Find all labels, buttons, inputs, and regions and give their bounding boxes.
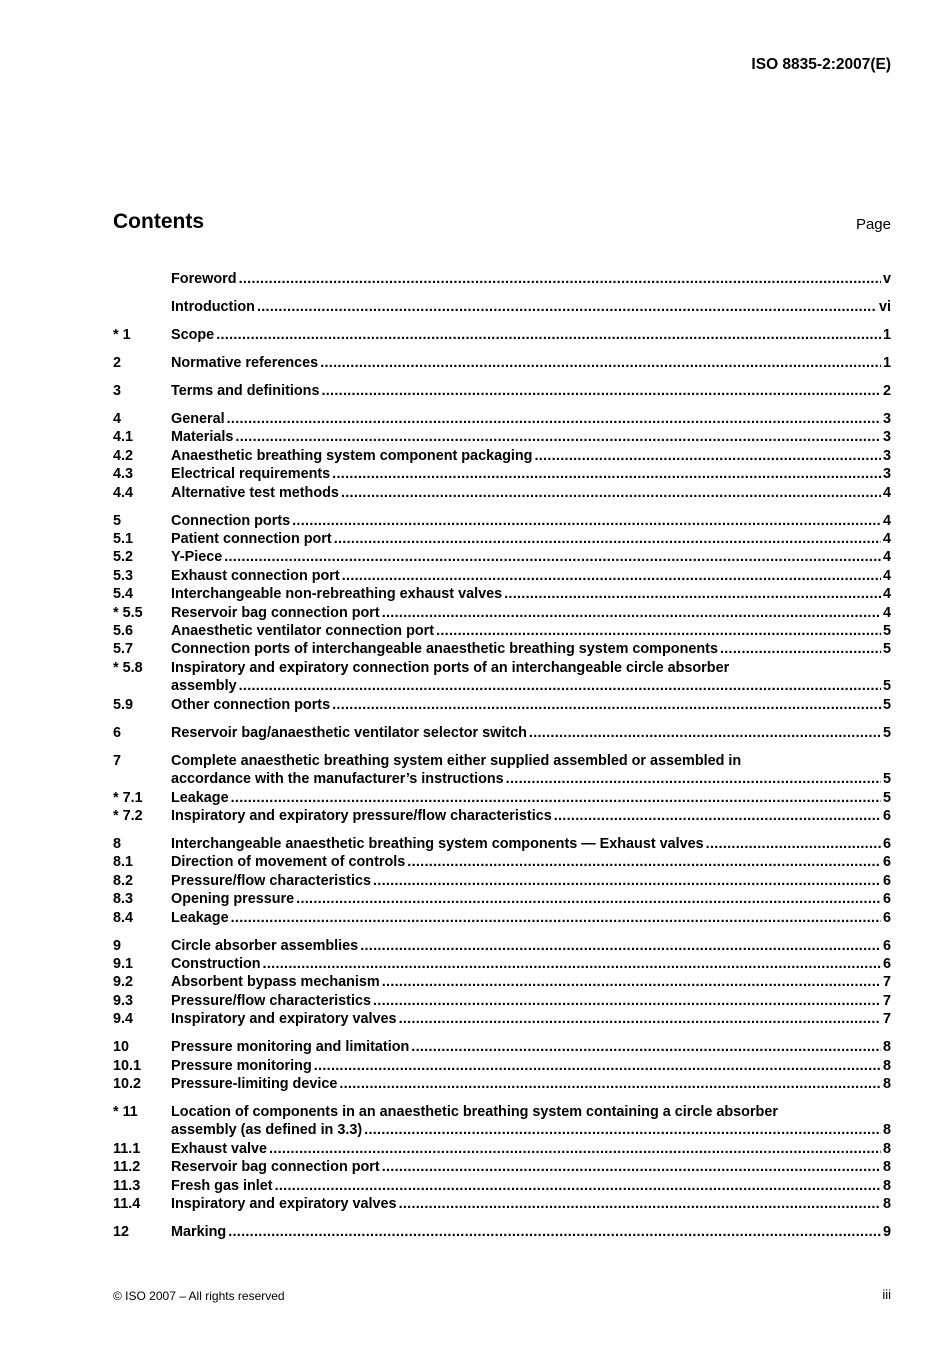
toc-group xyxy=(113,724,891,742)
toc-entry-number: 4.4 xyxy=(113,484,134,501)
toc-entry-page: 9 xyxy=(882,1224,891,1240)
toc-entry-number: 10.2 xyxy=(113,1075,142,1092)
toc-entry[interactable] xyxy=(113,973,891,991)
dot-leader xyxy=(231,909,881,927)
dot-leader xyxy=(360,937,881,955)
toc-entry-page: 6 xyxy=(882,955,891,972)
toc-entry-title: Reservoir bag/anaesthetic ventilator selector switch xyxy=(171,724,527,741)
dot-leader xyxy=(320,354,881,372)
toc-entry-page: 5 xyxy=(882,724,891,741)
toc-entry-number: * 1 xyxy=(113,327,131,343)
dot-leader xyxy=(504,585,881,603)
dot-leader xyxy=(529,724,881,742)
dot-leader xyxy=(706,835,881,853)
toc-entry[interactable] xyxy=(113,640,891,658)
toc-entry-page: v xyxy=(882,271,891,287)
toc-group xyxy=(113,270,891,288)
toc-entry-title: Absorbent bypass mechanism xyxy=(171,974,380,991)
toc-entry-number: * 7.1 xyxy=(113,789,143,806)
toc-entry-title: Other connection ports xyxy=(171,696,331,713)
toc-entry-number: 11.3 xyxy=(113,1177,141,1194)
toc-entry-number: 6 xyxy=(113,724,122,741)
contents-heading: Contents xyxy=(113,210,204,233)
toc-entry-page: 5 xyxy=(882,789,891,806)
dot-leader xyxy=(554,807,881,825)
dot-leader xyxy=(257,298,877,316)
dot-leader xyxy=(373,992,881,1010)
dot-leader xyxy=(382,604,881,622)
toc-entry-title: Circle absorber assemblies xyxy=(171,937,359,954)
dot-leader xyxy=(227,410,881,428)
dot-leader xyxy=(506,770,881,788)
toc-entry-title: Construction xyxy=(171,955,261,972)
toc-entry-page: 6 xyxy=(882,937,891,954)
toc-entry[interactable] xyxy=(113,835,891,853)
dot-leader xyxy=(407,853,881,871)
toc-entry-page: 8 xyxy=(882,1057,891,1074)
toc-entry-title: Inspiratory and expiratory valves xyxy=(171,1196,397,1212)
toc-entry-title: Pressure/flow characteristics xyxy=(171,872,371,889)
toc-entry-number: 11.4 xyxy=(113,1196,141,1212)
toc-entry[interactable] xyxy=(113,677,891,695)
toc-entry-page: 4 xyxy=(882,549,891,566)
toc-entry[interactable] xyxy=(113,853,891,871)
toc-entry-page: 8 xyxy=(882,1122,891,1139)
dot-leader xyxy=(399,1195,881,1213)
toc-entry[interactable] xyxy=(113,696,891,714)
dot-leader xyxy=(239,270,881,288)
toc-group xyxy=(113,1103,891,1213)
toc-group xyxy=(113,1038,891,1093)
dot-leader xyxy=(373,872,881,890)
dot-leader xyxy=(235,428,881,446)
toc-entry[interactable] xyxy=(113,1010,891,1028)
toc-entry-title: Marking xyxy=(171,1224,227,1240)
toc-entry-number: 8 xyxy=(113,835,122,852)
toc-entry-number: 10 xyxy=(113,1039,130,1056)
toc-entry[interactable] xyxy=(113,1223,891,1241)
toc-entry-title: Y-Piece xyxy=(171,549,223,566)
toc-entry-title: General xyxy=(171,411,225,427)
toc-entry-title: Exhaust connection port xyxy=(171,567,340,584)
dot-leader xyxy=(342,567,881,585)
toc-entry-number: 5.2 xyxy=(113,549,134,566)
toc-entry-page: 7 xyxy=(882,1011,891,1028)
toc-entry-number: 9.4 xyxy=(113,1011,134,1028)
toc-group xyxy=(113,1223,891,1241)
toc-entry-number: * 5.5 xyxy=(113,604,143,621)
toc-entry-title: Inspiratory and expiratory pressure/flow characteristics xyxy=(171,807,552,824)
toc-entry[interactable] xyxy=(113,622,891,640)
dot-leader xyxy=(239,677,881,695)
toc-entry-number: 9.1 xyxy=(113,955,134,972)
toc-entry-page: 7 xyxy=(882,974,891,991)
toc-entry-number: 3 xyxy=(113,383,122,399)
toc-entry[interactable] xyxy=(113,1195,891,1213)
toc-entry-number: 5.1 xyxy=(113,531,134,548)
dot-leader xyxy=(231,789,881,807)
toc-entry-title: Reservoir bag connection port xyxy=(171,1159,380,1176)
toc-entry-page: 4 xyxy=(882,586,891,603)
toc-entry-page: vi xyxy=(878,299,891,315)
dot-leader xyxy=(339,1075,881,1093)
toc-entry-title: Materials xyxy=(171,429,234,446)
toc-entry-page: 7 xyxy=(882,992,891,1009)
toc-entry[interactable] xyxy=(113,465,891,483)
toc-entry-page: 8 xyxy=(882,1039,891,1056)
toc-entry-number: 8.4 xyxy=(113,909,134,926)
toc-group xyxy=(113,382,891,400)
toc-entry[interactable] xyxy=(113,298,891,316)
toc-entry[interactable] xyxy=(113,530,891,548)
dot-leader xyxy=(292,512,881,530)
toc-entry-number: 11.1 xyxy=(113,1140,141,1157)
dot-leader xyxy=(399,1010,881,1028)
copyright-notice: © ISO 2007 – All rights reserved xyxy=(113,1289,285,1303)
toc-entry-number: 5.3 xyxy=(113,567,134,584)
dot-leader xyxy=(314,1057,881,1075)
toc-entry-title: Direction of movement of controls xyxy=(171,854,406,871)
toc-entry-number: 11.2 xyxy=(113,1159,141,1176)
toc-entry-title: Pressure monitoring and limitation xyxy=(171,1039,410,1056)
dot-leader xyxy=(411,1038,881,1056)
toc-entry-page: 5 xyxy=(882,623,891,640)
toc-entry[interactable] xyxy=(113,270,891,288)
toc-entry-title: Leakage xyxy=(171,789,229,806)
toc-entry-page: 6 xyxy=(882,835,891,852)
toc-entry[interactable] xyxy=(113,567,891,585)
toc-entry[interactable] xyxy=(113,382,891,400)
toc-entry-number: 5.9 xyxy=(113,696,134,713)
toc-entry-first-line[interactable] xyxy=(113,752,891,770)
dot-leader xyxy=(321,382,881,400)
toc-entry-number: 12 xyxy=(113,1224,130,1240)
table-of-contents xyxy=(113,270,891,1251)
toc-entry-title: Inspiratory and expiratory connection ports of an interchangeable circle absorber xyxy=(171,659,730,676)
dot-leader xyxy=(534,447,881,465)
dot-leader xyxy=(263,955,881,973)
toc-entry-number: 4 xyxy=(113,411,122,427)
toc-entry-number: 4.3 xyxy=(113,466,134,483)
toc-entry-first-line[interactable] xyxy=(113,659,891,677)
toc-entry[interactable] xyxy=(113,484,891,502)
toc-entry-number: 8.3 xyxy=(113,891,134,908)
toc-entry-page: 2 xyxy=(882,383,891,399)
toc-entry-number: 8.1 xyxy=(113,854,134,871)
toc-group xyxy=(113,937,891,1029)
toc-entry-title: Electrical requirements xyxy=(171,466,331,483)
toc-entry-title: Pressure-limiting device xyxy=(171,1075,338,1092)
toc-entry[interactable] xyxy=(113,326,891,344)
toc-entry-title: Leakage xyxy=(171,909,229,926)
dot-leader xyxy=(720,640,881,658)
toc-group xyxy=(113,354,891,372)
dot-leader xyxy=(216,326,881,344)
toc-entry[interactable] xyxy=(113,428,891,446)
dot-leader xyxy=(382,973,881,991)
toc-entry-page: 8 xyxy=(882,1140,891,1157)
toc-entry[interactable] xyxy=(113,1140,891,1158)
toc-entry-number: 5.6 xyxy=(113,623,134,640)
toc-entry-number: 9 xyxy=(113,937,122,954)
toc-entry-number: 7 xyxy=(113,752,122,769)
toc-entry[interactable] xyxy=(113,909,891,927)
toc-entry-number: 4.1 xyxy=(113,429,134,446)
toc-entry[interactable] xyxy=(113,1057,891,1075)
toc-entry[interactable] xyxy=(113,937,891,955)
toc-entry-page: 6 xyxy=(882,891,891,908)
toc-entry[interactable] xyxy=(113,1038,891,1056)
toc-entry[interactable] xyxy=(113,447,891,465)
toc-entry[interactable] xyxy=(113,604,891,622)
toc-entry-title: Alternative test methods xyxy=(171,484,339,501)
toc-entry[interactable] xyxy=(113,1158,891,1176)
toc-entry-page: 3 xyxy=(882,429,891,446)
dot-leader xyxy=(341,484,881,502)
toc-entry[interactable] xyxy=(113,1121,891,1139)
toc-entry-title: Exhaust valve xyxy=(171,1140,267,1157)
toc-entry-page: 4 xyxy=(882,512,891,529)
toc-entry-title: Anaesthetic ventilator connection port xyxy=(171,623,435,640)
toc-entry-title: accordance with the manufacturer’s instructions xyxy=(171,771,504,788)
toc-entry-page: 3 xyxy=(882,411,891,427)
toc-entry-title: Scope xyxy=(171,327,215,343)
toc-group xyxy=(113,512,891,714)
toc-entry-title: assembly xyxy=(171,678,237,695)
toc-entry-number: 10.1 xyxy=(113,1057,142,1074)
toc-entry[interactable] xyxy=(113,807,891,825)
toc-entry-title: Terms and definitions xyxy=(171,383,320,399)
toc-entry-page: 5 xyxy=(882,641,891,658)
toc-entry-page: 4 xyxy=(882,531,891,548)
toc-entry-title: Connection ports of interchangeable anaesthetic breathing system components xyxy=(171,641,718,658)
toc-entry-number: 8.2 xyxy=(113,872,134,889)
toc-entry-number: 5.7 xyxy=(113,641,134,658)
dot-leader xyxy=(275,1177,881,1195)
dot-leader xyxy=(332,465,881,483)
toc-group xyxy=(113,298,891,316)
toc-entry-title: Foreword xyxy=(171,271,237,287)
page-column-label: Page xyxy=(855,216,891,233)
toc-entry[interactable] xyxy=(113,548,891,566)
toc-entry-number: 5.4 xyxy=(113,586,134,603)
toc-entry-page: 8 xyxy=(882,1196,891,1212)
toc-entry-title: Location of components in an anaesthetic breathing system containing a circle absorber xyxy=(171,1103,778,1120)
toc-entry-page: 3 xyxy=(882,447,891,464)
toc-entry-number: 5 xyxy=(113,512,122,529)
toc-group xyxy=(113,326,891,344)
toc-entry-page: 5 xyxy=(882,771,891,788)
toc-entry-page: 4 xyxy=(882,604,891,621)
toc-entry-title: Pressure monitoring xyxy=(171,1057,312,1074)
toc-entry-title: Inspiratory and expiratory valves xyxy=(171,1011,397,1028)
dot-leader xyxy=(334,530,881,548)
toc-group xyxy=(113,410,891,502)
toc-entry[interactable] xyxy=(113,872,891,890)
toc-entry[interactable] xyxy=(113,585,891,603)
toc-entry[interactable] xyxy=(113,770,891,788)
toc-entry[interactable] xyxy=(113,410,891,428)
toc-entry-title: Introduction xyxy=(171,299,255,315)
toc-entry-page: 6 xyxy=(882,909,891,926)
toc-entry[interactable] xyxy=(113,890,891,908)
toc-entry-page: 4 xyxy=(882,567,891,584)
dot-leader xyxy=(364,1121,881,1139)
toc-entry-title: assembly (as defined in 3.3) xyxy=(171,1122,363,1139)
toc-entry[interactable] xyxy=(113,724,891,742)
toc-entry-page: 1 xyxy=(882,355,891,371)
toc-entry[interactable] xyxy=(113,1177,891,1195)
toc-entry-number: * 11 xyxy=(113,1103,138,1120)
dot-leader xyxy=(269,1140,881,1158)
toc-entry[interactable] xyxy=(113,512,891,530)
toc-entry-page: 6 xyxy=(882,807,891,824)
document-id: ISO 8835-2:2007(E) xyxy=(751,56,891,73)
page-number: iii xyxy=(882,1287,891,1302)
toc-entry[interactable] xyxy=(113,1075,891,1093)
toc-entry-page: 8 xyxy=(882,1159,891,1176)
toc-entry-title: Anaesthetic breathing system component packaging xyxy=(171,447,533,464)
toc-entry-number: 2 xyxy=(113,355,122,371)
toc-entry-title: Reservoir bag connection port xyxy=(171,604,380,621)
toc-entry-first-line[interactable] xyxy=(113,1103,891,1121)
toc-entry-title: Interchangeable anaesthetic breathing system components — Exhaust valves xyxy=(171,835,704,852)
toc-entry-page: 8 xyxy=(882,1075,891,1092)
toc-entry-number: * 7.2 xyxy=(113,807,143,824)
toc-entry-page: 6 xyxy=(882,854,891,871)
toc-group xyxy=(113,835,891,927)
toc-entry-number: 9.3 xyxy=(113,992,134,1009)
toc-entry-title: Connection ports xyxy=(171,512,291,529)
toc-entry-page: 5 xyxy=(882,696,891,713)
dot-leader xyxy=(332,696,881,714)
toc-entry-title: Complete anaesthetic breathing system either supplied assembled or assembled in xyxy=(171,752,742,769)
toc-entry-number: * 5.8 xyxy=(113,659,143,676)
toc-entry-page: 8 xyxy=(882,1177,891,1194)
toc-entry-title: Patient connection port xyxy=(171,531,332,548)
dot-leader xyxy=(228,1223,881,1241)
toc-entry-page: 3 xyxy=(882,466,891,483)
dot-leader xyxy=(296,890,881,908)
toc-entry-number: 4.2 xyxy=(113,447,134,464)
toc-entry[interactable] xyxy=(113,955,891,973)
toc-entry-title: Interchangeable non-rebreathing exhaust valves xyxy=(171,586,503,603)
toc-entry-title: Fresh gas inlet xyxy=(171,1177,273,1194)
toc-entry-page: 6 xyxy=(882,872,891,889)
toc-entry[interactable] xyxy=(113,789,891,807)
toc-entry-title: Normative references xyxy=(171,355,319,371)
toc-entry[interactable] xyxy=(113,992,891,1010)
toc-entry[interactable] xyxy=(113,354,891,372)
dot-leader xyxy=(224,548,881,566)
toc-entry-number: 9.2 xyxy=(113,974,134,991)
dot-leader xyxy=(382,1158,881,1176)
toc-group xyxy=(113,752,891,826)
toc-entry-title: Pressure/flow characteristics xyxy=(171,992,371,1009)
toc-entry-page: 5 xyxy=(882,678,891,695)
toc-entry-title: Opening pressure xyxy=(171,891,295,908)
toc-entry-page: 1 xyxy=(882,327,891,343)
dot-leader xyxy=(436,622,881,640)
toc-entry-page: 4 xyxy=(882,484,891,501)
